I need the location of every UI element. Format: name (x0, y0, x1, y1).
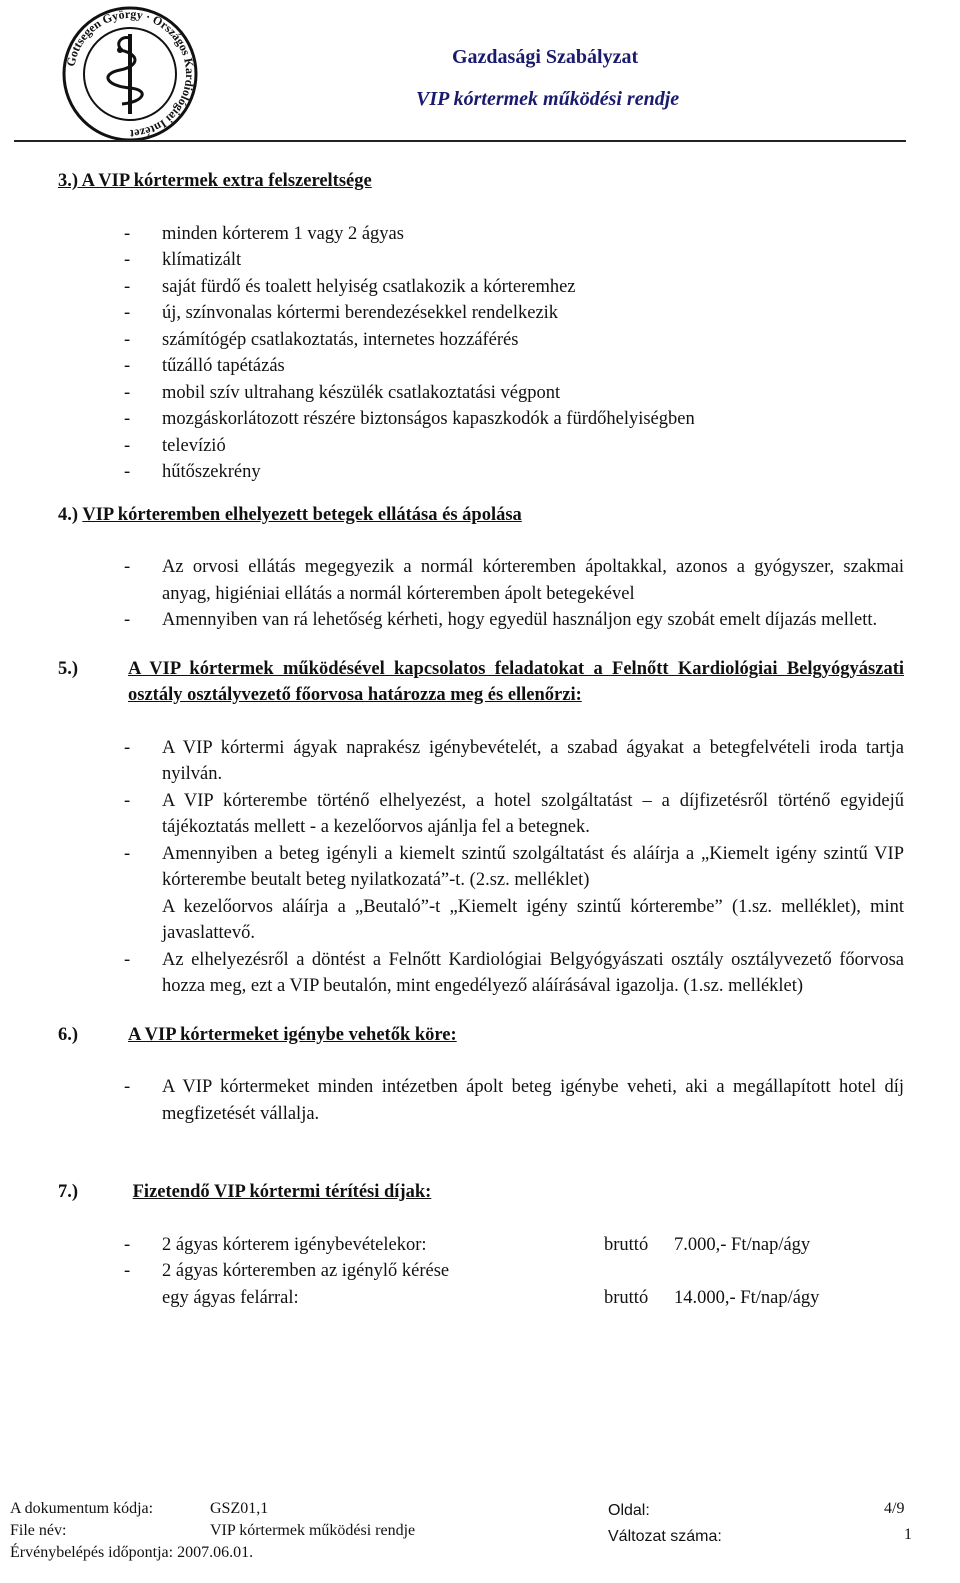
footer-doc-code: GSZ01,1 (210, 1500, 269, 1517)
fee-row-double: - 2 ágyas kórterem igénybevételekor: bruttó 7.000,- Ft/nap/ágy (58, 1232, 904, 1259)
section-7-heading: 7.) Fizetendő VIP kórtermi térítési díjak: (58, 1182, 432, 1202)
footer-version: 1 (904, 1526, 912, 1543)
list-item: - Az orvosi ellátás megegyezik a normál kórteremben ápoltakkal, azonos a gyógyszer, szakmai anyag, higiéniai ellátás a normál kórteremben ápolt betegekével (58, 554, 904, 607)
fee-label: 2 ágyas kórteremben az igénylő kérése (162, 1261, 450, 1281)
footer-file-name: VIP kórtermek működési rendje (210, 1522, 416, 1539)
list-item: - televízió (58, 433, 904, 460)
footer-page-number: 4/9 (884, 1500, 905, 1517)
fee-amount: 14.000,- Ft/nap/ágy (674, 1287, 820, 1308)
header-divider (14, 140, 906, 142)
section-5-list-end (58, 947, 904, 1000)
section-5-list (58, 735, 904, 894)
list-item: - saját fürdő és toalett helyiség csatlakozik a kórteremhez (58, 274, 904, 301)
fee-amount: 7.000,- Ft/nap/ágy (674, 1234, 811, 1255)
section-4-list (58, 554, 904, 634)
fee-brutto: bruttó (604, 1234, 649, 1255)
footer-doc-code-label: A dokumentum kódja: (10, 1500, 154, 1517)
list-item-continuation: A kezelőorvos aláírja a „Beutaló”-t „Kiemelt igény szintű kórterembe” (1.sz. melléklet), mint javaslattevő. (162, 896, 904, 943)
list-item: - A VIP kórtermi ágyak naprakész igénybevételét, a szabad ágyakat a betegfelvételi iroda tartja nyilván. (58, 735, 904, 788)
list-item: - Az elhelyezésről a döntést a Felnőtt Kardiológiai Belgyógyászati osztály osztályvezető főorvosa hozza meg, ezt a VIP beutalón, mint engedélyező aláírásával igazolja. (1.sz. melléklet) (58, 947, 904, 1000)
list-item: - A VIP kórterembe történő elhelyezést, a hotel szolgáltatást – a díjfizetésről történő egyidejű tájékoztatás mellett - a kezelőorvos ajánlja fel a betegnek. (58, 788, 904, 841)
list-item: - mobil szív ultrahang készülék csatlakoztatási végpont (58, 380, 904, 407)
footer-page-label: Oldal: (608, 1502, 650, 1519)
section-6-heading: 6.) A VIP kórtermeket igénybe vehetők köre: (58, 1024, 457, 1045)
document-body (58, 168, 904, 1311)
list-item: - klímatizált (58, 247, 904, 274)
section-3-list (58, 221, 904, 486)
section-6-list (58, 1074, 904, 1127)
list-item: - mozgáskorlátozott részére biztonságos kapaszkodók a fürdőhelyiségben (58, 406, 904, 433)
list-item: - új, színvonalas kórtermi berendezésekkel rendelkezik (58, 300, 904, 327)
list-item: - tűzálló tapétázás (58, 353, 904, 380)
list-item: - számítógép csatlakoztatás, internetes hozzáférés (58, 327, 904, 354)
institute-seal-logo (60, 4, 200, 144)
fee-label-continued: egy ágyas felárral: (162, 1287, 299, 1308)
section-4-heading: 4.) VIP kórteremben elhelyezett betegek ellátása és ápolása (58, 504, 522, 525)
list-item: - Amennyiben a beteg igényli a kiemelt szintű szolgáltatást és aláírja a „Kiemelt igény szintű VIP kórterembe beutalt beteg nyilatkozatá”-t. (2.sz. melléklet) (58, 841, 904, 894)
header-subtitle: VIP kórtermek működési rendje (416, 88, 680, 110)
section-3-heading: 3.) A VIP kórtermek extra felszereltsége (58, 171, 372, 191)
list-item: - hűtőszekrény (58, 459, 904, 486)
footer-file-label: File név: (10, 1522, 67, 1539)
section-5-heading: 5.) A VIP kórtermek működésével kapcsolatos feladatokat a Felnőtt Kardiológiai Belgyógyászati osztály osztályvezető főorvosa határozza meg és ellenőrzi: (58, 658, 904, 705)
footer-version-label: Változat száma: (608, 1528, 722, 1545)
footer-effective-date: Érvénybelépés időpontja: 2007.06.01. (10, 1544, 254, 1561)
list-item: - Amennyiben van rá lehetőség kérheti, hogy egyedül használjon egy szobát emelt díjazás mellett. (58, 607, 904, 634)
list-item: - minden kórterem 1 vagy 2 ágyas (58, 221, 904, 248)
header-title: Gazdasági Szabályzat (452, 46, 639, 68)
fee-row-single: - 2 ágyas kórteremben az igénylő kérése (58, 1258, 904, 1285)
svg-text:Gottsegen György · Országos Ka: Gottsegen György · Országos Kardiológiai Intézet (63, 6, 198, 142)
fee-row-single-cont (58, 1285, 904, 1312)
fee-label: 2 ágyas kórterem igénybevételekor: (162, 1234, 427, 1255)
fee-brutto: bruttó (604, 1287, 649, 1308)
list-item: - A VIP kórtermeket minden intézetben ápolt beteg igénybe veheti, aki a megállapított hotel díj megfizetését vállalja. (58, 1074, 904, 1127)
